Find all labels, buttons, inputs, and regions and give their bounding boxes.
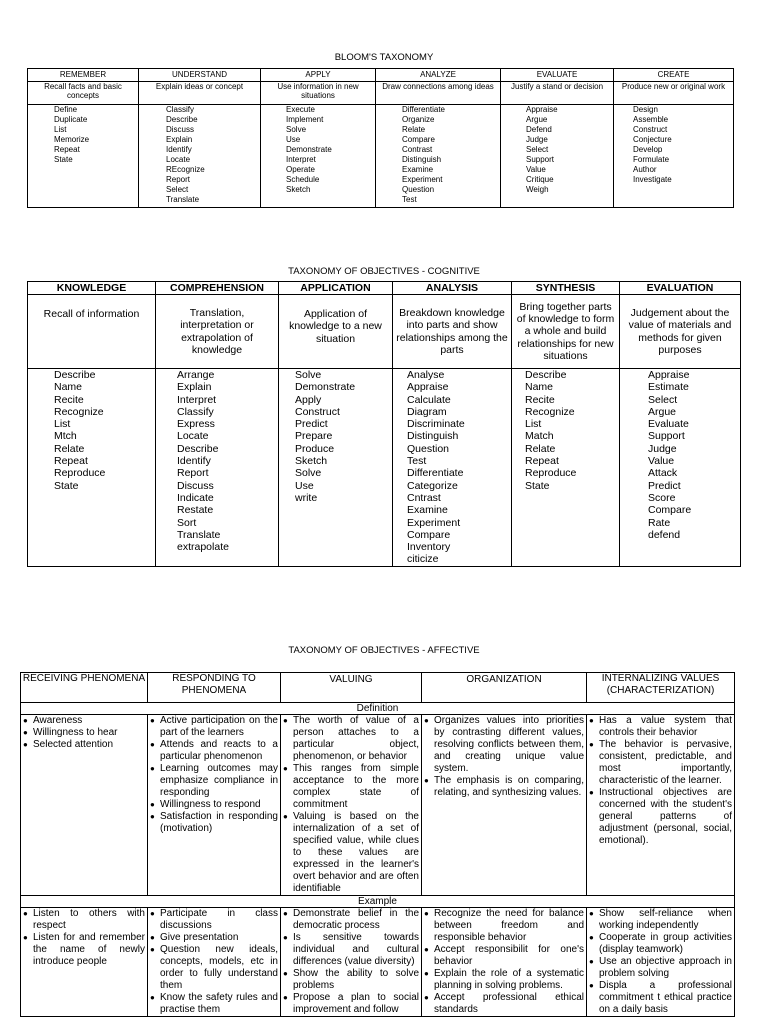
verb-item: List (525, 418, 542, 431)
verb-item: Mtch (54, 430, 77, 443)
definition-cell (422, 715, 587, 896)
bloom-verbs-row (28, 105, 734, 208)
verb-item: Interpret (177, 393, 217, 406)
verb-item: Schedule (286, 175, 320, 184)
affective-table (20, 672, 735, 1017)
verb-item: Predict (648, 479, 681, 492)
example-cell (148, 908, 281, 1017)
example-cell (587, 908, 735, 1017)
bullet-item: ● Displa a professional commitment t ethical practice on a daily basis (589, 980, 732, 1016)
verb-item: Report (166, 175, 191, 184)
verb-item: State (54, 479, 79, 492)
verb-item: Demonstrate (295, 381, 356, 394)
bullet-item: ● Selected attention (23, 739, 145, 751)
verb-item: Develop (633, 145, 663, 154)
verb-item: List (54, 125, 67, 134)
verb-item: Construct (295, 405, 340, 418)
bloom-header: ANALYZE (376, 69, 501, 82)
verb-item: Compare (402, 135, 435, 144)
bullet-item: ● Willingness to hear (23, 727, 145, 739)
bullet-item: ● Willingness to respond (150, 799, 278, 811)
affective-header: VALUING (281, 673, 422, 703)
verb-item: Author (633, 165, 657, 174)
example-cell (281, 908, 422, 1017)
cognitive-verb-list (512, 369, 620, 567)
verb-item: Use (295, 479, 314, 492)
example-list (23, 908, 145, 968)
bullet-item: ● Cooperate in group activities (display teamwork) (589, 932, 732, 956)
verb-item: Demonstrate (286, 145, 332, 154)
bloom-header: APPLY (261, 69, 376, 82)
cognitive-verb-list (393, 369, 512, 567)
verb-item: Compare (407, 528, 451, 541)
bullet-item: ● Use an objective approach in problem solving (589, 956, 732, 980)
verb-item: Argue (648, 405, 677, 418)
verb-item: Duplicate (54, 115, 88, 124)
verb-item: Explain (177, 381, 212, 394)
verb-item: Examine (407, 504, 448, 517)
verb-item: Design (633, 105, 658, 114)
definition-list (283, 715, 419, 895)
bloom-verb-list (501, 105, 614, 208)
verb-item: Value (648, 455, 675, 468)
verb-item: REcognize (166, 165, 205, 174)
verb-item: Use (286, 135, 301, 144)
bullet-item: ● Awareness (23, 715, 145, 727)
verb-item: Translate (166, 195, 200, 204)
bloom-header: EVALUATE (501, 69, 614, 82)
cognitive-title: TAXONOMY OF OBJECTIVES - COGNITIVE (288, 266, 480, 277)
verb-item: Express (177, 418, 215, 431)
bullet-item: ● Show the ability to solve problems (283, 968, 419, 992)
definition-cell (148, 715, 281, 896)
verb-item: Report (177, 467, 209, 480)
verb-item: Restate (177, 504, 214, 517)
definition-list (150, 715, 278, 835)
bloom-header-row (28, 69, 734, 82)
bloom-description: Justify a stand or decision (501, 82, 614, 105)
verb-item: citicize (407, 553, 439, 566)
cognitive-description: Application of knowledge to a new situation (279, 295, 393, 369)
verb-item: Appraise (526, 105, 558, 114)
bullet-item: ● Give presentation (150, 932, 278, 944)
cognitive-header-row (28, 282, 741, 295)
verb-item: Repeat (54, 455, 88, 468)
definition-list (23, 715, 145, 751)
bloom-verb-list (139, 105, 261, 208)
verb-item: Estimate (648, 381, 689, 394)
verb-item: Sketch (286, 185, 311, 194)
cognitive-header: SYNTHESIS (512, 282, 620, 295)
cognitive-description: Bring together parts of knowledge to form a whole and build relationships for new situations (512, 295, 620, 369)
verb-item: Interpret (286, 155, 316, 164)
cognitive-header: ANALYSIS (393, 282, 512, 295)
verb-item: Examine (402, 165, 434, 174)
verb-item: Prepare (295, 430, 333, 443)
verb-item: Formulate (633, 155, 670, 164)
verb-item: write (295, 491, 318, 504)
cognitive-verbs-row (28, 369, 741, 567)
verb-item: Explain (166, 135, 193, 144)
bullet-item: ● The behavior is pervasive, consistent, predictable, and most importantly, characteristic of the learner. (589, 739, 732, 787)
bloom-header: CREATE (614, 69, 734, 82)
definition-cell (587, 715, 735, 896)
bullet-item: ● Recognize the need for balance between freedom and responsible behavior (424, 908, 584, 944)
cognitive-description-row (28, 295, 741, 369)
bullet-item: ● This ranges from simple acceptance to the more complex state of commitment (283, 763, 419, 811)
verb-item: Classify (177, 405, 214, 418)
bullet-item: ● Participate in class discussions (150, 908, 278, 932)
verb-item: Judge (526, 135, 548, 144)
verb-item: Assemble (633, 115, 669, 124)
verb-item: State (54, 155, 73, 164)
verb-item: Inventory (407, 541, 451, 554)
verb-item: Experiment (402, 175, 443, 184)
cognitive-description: Breakdown knowledge into parts and show relationships among the parts (393, 295, 512, 369)
cognitive-description: Recall of information (28, 295, 156, 369)
example-list (283, 908, 419, 1016)
verb-item: Recognize (525, 405, 575, 418)
cognitive-verb-list (28, 369, 156, 567)
verb-item: Describe (166, 115, 198, 124)
bloom-description: Explain ideas or concept (139, 82, 261, 105)
verb-item: Describe (525, 369, 567, 381)
verb-item: Distinguish (402, 155, 442, 164)
verb-item: Describe (177, 442, 219, 455)
bloom-verb-list (261, 105, 376, 208)
verb-item: Arrange (177, 369, 215, 381)
bullet-item: ● Attends and reacts to a particular phenomenon (150, 739, 278, 763)
cognitive-description: Translation, interpretation or extrapolation of knowledge (156, 295, 279, 369)
affective-definition-row (21, 715, 735, 896)
verb-item: Apply (295, 393, 322, 406)
verb-item: Test (407, 455, 427, 468)
bullet-item: ● The worth of value of a person attaches to a particular object, phenomenon, or behavior (283, 715, 419, 763)
verb-item: Categorize (407, 479, 458, 492)
verb-item: Rate (648, 516, 671, 529)
verb-item: List (54, 418, 71, 431)
bloom-header: REMEMBER (28, 69, 139, 82)
verb-item: Appraise (648, 369, 690, 381)
verb-item: Select (526, 145, 549, 154)
bullet-item: ● Valuing is based on the internalization of a set of specified value, while clues to these values are expressed in the learner's overt behavior and are often identifiable (283, 811, 419, 895)
example-cell (21, 908, 148, 1017)
bloom-verb-list (28, 105, 139, 208)
affective-header-row (21, 673, 735, 703)
bloom-verb-list (614, 105, 734, 208)
verb-item: Differentiate (402, 105, 445, 114)
example-list (424, 908, 584, 1016)
bullet-item: ● Accept responsibilit for one's behavior (424, 944, 584, 968)
verb-item: Critique (526, 175, 554, 184)
verb-item: Appraise (407, 381, 449, 394)
verb-item: Question (402, 185, 435, 194)
verb-item: Solve (295, 467, 322, 480)
cognitive-verb-list (620, 369, 741, 567)
verb-item: Attack (648, 467, 678, 480)
example-list (589, 908, 732, 1016)
verb-item: Reproduce (54, 467, 106, 480)
cognitive-header: COMPREHENSION (156, 282, 279, 295)
example-list (150, 908, 278, 1016)
verb-item: Predict (295, 418, 328, 431)
verb-item: Relate (54, 442, 85, 455)
verb-item: Locate (177, 430, 209, 443)
verb-item: Organize (402, 115, 435, 124)
affective-definition-band (21, 703, 735, 715)
verb-item: Recognize (54, 405, 104, 418)
cognitive-verb-list (156, 369, 279, 567)
verb-item: Translate (177, 528, 221, 541)
bullet-item: ● Organizes values into priorities by contrasting different values, resolving conflicts between them, and creating unique value system. (424, 715, 584, 775)
verb-item: Sketch (295, 455, 328, 468)
verb-item: Argue (526, 115, 548, 124)
verb-item: Relate (525, 442, 556, 455)
verb-item: Weigh (526, 185, 549, 194)
verb-item: Construct (633, 125, 668, 134)
bullet-item: ● Demonstrate belief in the democratic process (283, 908, 419, 932)
verb-item: Name (54, 381, 83, 394)
verb-item: Describe (54, 369, 96, 381)
definition-list (589, 715, 732, 847)
bullet-item: ● Know the safety rules and practise them (150, 992, 278, 1016)
verb-item: Contrast (402, 145, 433, 154)
bullet-item: ● Instructional objectives are concerned with the student's general patterns of adjustment (personal, social, emotional). (589, 787, 732, 847)
verb-item: Cntrast (407, 491, 441, 504)
cognitive-header: EVALUATION (620, 282, 741, 295)
verb-item: State (525, 479, 550, 492)
verb-item: Solve (295, 369, 322, 381)
cognitive-header: KNOWLEDGE (28, 282, 156, 295)
bloom-description-row (28, 82, 734, 105)
bullet-item: ● Satisfaction in responding (motivation) (150, 811, 278, 835)
verb-item: Define (54, 105, 78, 114)
verb-item: Recite (525, 393, 555, 406)
verb-item: Distinguish (407, 430, 459, 443)
example-cell (422, 908, 587, 1017)
verb-item: Test (402, 195, 417, 204)
verb-item: Repeat (525, 455, 559, 468)
bullet-item: ● The emphasis is on comparing, relating, and synthesizing values. (424, 775, 584, 799)
verb-item: defend (648, 528, 681, 541)
verb-item: Memorize (54, 135, 90, 144)
verb-item: Judge (648, 442, 677, 455)
bullet-item: ● Learning outcomes may emphasize compliance in responding (150, 763, 278, 799)
verb-item: Identify (166, 145, 192, 154)
definition-label: Definition (21, 703, 735, 715)
verb-item: Question (407, 442, 450, 455)
verb-item: Solve (286, 125, 307, 134)
verb-item: Produce (295, 442, 335, 455)
cognitive-table (27, 281, 741, 567)
verb-item: Reproduce (525, 467, 577, 480)
bullet-item: ● Active participation on the part of the learners (150, 715, 278, 739)
bullet-item: ● Has a value system that controls their behavior (589, 715, 732, 739)
verb-item: Select (166, 185, 189, 194)
verb-item: Discuss (166, 125, 195, 134)
verb-item: Identify (177, 455, 211, 468)
verb-item: Value (526, 165, 546, 174)
verb-item: Classify (166, 105, 195, 114)
bloom-verb-list (376, 105, 501, 208)
verb-item: Locate (166, 155, 191, 164)
verb-item: Indicate (177, 491, 214, 504)
bullet-item: ● Propose a plan to social improvement and follow (283, 992, 419, 1016)
verb-item: Implement (286, 115, 324, 124)
verb-item: Differentiate (407, 467, 464, 480)
bullet-item: ● Is sensitive towards individual and cultural differences (value diversity) (283, 932, 419, 968)
bullet-item: ● Listen to others with respect (23, 908, 145, 932)
definition-cell (21, 715, 148, 896)
verb-item: Discriminate (407, 418, 465, 431)
verb-item: Select (648, 393, 678, 406)
bloom-table (27, 68, 734, 208)
bloom-description: Recall facts and basic concepts (28, 82, 139, 105)
verb-item: Evaluate (648, 418, 689, 431)
verb-item: Sort (177, 516, 197, 529)
bloom-description: Draw connections among ideas (376, 82, 501, 105)
verb-item: Operate (286, 165, 315, 174)
verb-item: Calculate (407, 393, 451, 406)
verb-item: Support (648, 430, 685, 443)
verb-item: Defend (526, 125, 552, 134)
bloom-description: Use information in new situations (261, 82, 376, 105)
verb-item: Repeat (54, 145, 80, 154)
verb-item: Match (525, 430, 554, 443)
bloom-description: Produce new or original work (614, 82, 734, 105)
verb-item: Analyse (407, 369, 445, 381)
affective-header: RECEIVING PHENOMENA (21, 673, 148, 703)
definition-cell (281, 715, 422, 896)
bullet-item: ● Show self-reliance when working independently (589, 908, 732, 932)
affective-header: ORGANIZATION (422, 673, 587, 703)
verb-item: Experiment (407, 516, 461, 529)
bloom-title: BLOOM'S TAXONOMY (334, 52, 434, 63)
cognitive-description: Judgement about the value of materials and methods for given purposes (620, 295, 741, 369)
verb-item: Name (525, 381, 554, 394)
cognitive-header: APPLICATION (279, 282, 393, 295)
verb-item: Diagram (407, 405, 447, 418)
verb-item: Compare (648, 504, 692, 517)
affective-example-row (21, 908, 735, 1017)
verb-item: Relate (402, 125, 426, 134)
affective-header: RESPONDING TO PHENOMENA (148, 673, 281, 703)
verb-item: Investigate (633, 175, 672, 184)
bullet-item: ● Question new ideals, concepts, models, etc in order to fully understand them (150, 944, 278, 992)
bullet-item: ● Listen for and remember the name of newly introduce people (23, 932, 145, 968)
bullet-item: ● Explain the role of a systematic planning in solving problems. (424, 968, 584, 992)
affective-example-band (21, 896, 735, 908)
example-label: Example (21, 896, 735, 908)
bloom-header: UNDERSTAND (139, 69, 261, 82)
cognitive-verb-list (279, 369, 393, 567)
verb-item: Execute (286, 105, 315, 114)
definition-list (424, 715, 584, 799)
verb-item: extrapolate (177, 541, 229, 554)
bullet-item: ● Accept professional ethical standards (424, 992, 584, 1016)
verb-item: Recite (54, 393, 84, 406)
verb-item: Conjecture (633, 135, 672, 144)
verb-item: Discuss (177, 479, 214, 492)
verb-item: Support (526, 155, 555, 164)
verb-item: Score (648, 491, 676, 504)
affective-title: TAXONOMY OF OBJECTIVES - AFFECTIVE (288, 645, 480, 656)
affective-header: INTERNALIZING VALUES (CHARACTERIZATION) (587, 673, 735, 703)
